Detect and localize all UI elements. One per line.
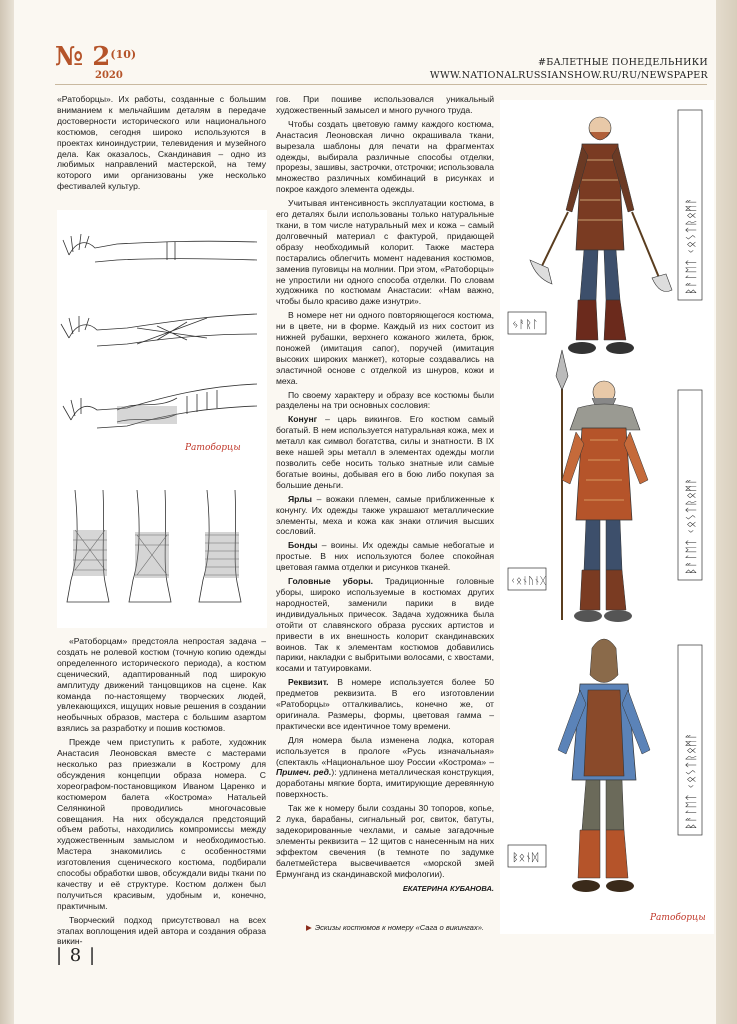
page-number: | 8 | (56, 945, 97, 966)
term-konung: Конунг (288, 414, 318, 425)
page-gutter-shadow (0, 0, 14, 1024)
paragraph: Прежде чем приступить к работе, художник Анастасия Леоновская вместе с мастерами несколько раз приезжали в Кострому для обсуждения концепции образа номера. С хореографом-постановщиком Иваном Царенко и костюмером балета «Кострома» Натальей Селянкиной проводились многочасовые совещания. На них обсуждался предстоящий объем работы, находились компромиссы между художественным замыслом и необходимостью. Мастера знакомились с особенностями изготовления сценического костюма, подбирали способы обработки швов, обсуждали виды ткани по качеству и её структуре. Костюм должен был получиться красивым, удобным и, конечно, практичным. (57, 737, 266, 911)
paragraph: Творческий подход присутствовал на всех этапах воплощения идей автора и создания образа викин- (57, 914, 266, 947)
rune-label-bond: ᛒᛟᚾᛞ (512, 851, 539, 864)
paragraph-props (276, 677, 494, 732)
issue-number (55, 42, 137, 81)
artist-signature: Ратоборцы (185, 443, 241, 453)
konung-figure (556, 350, 648, 622)
paragraph: Так же к номеру были созданы 30 топоров, копье, 2 лука, барабаны, сигнальный рог, свиток, батуты, задекорированные чехлами, и самые загадочные элементы реквизита – 12 щитов с нанесенным на них эффектом свечения (в темноте по задумке балетмейстера высвечивается «морской змей Ёрмунганд из скандинавской мифологии). (276, 803, 494, 879)
paragraph: «Ратоборцы». Их работы, созданные с большим вниманием к мельчайшим деталям в передаче достоверности исторического или национального костюмов, сегодня широко используются в проектах киноиндустрии, телевидения и музейного дела. Как оказалось, Скандинавия – одно из любимых направлений мастерской, на тему которого ими организованы уже несколько фестивалей культур. (57, 94, 266, 192)
rune-label-jarl: ᛃᚨᚱᛚ (512, 318, 539, 331)
term-headwear: Головные уборы. (288, 576, 374, 587)
paragraph-headwear (276, 576, 494, 674)
text-boat-b: ): удлинена металлическая конструкция, доработаны мягкие борта, имитирующие деревянную поверхность. (276, 767, 494, 800)
sleeve-and-leg-sketches (57, 210, 267, 628)
site-url: WWW.NATIONALRUSSIANSHOW.RU/RU/NEWSPAPER (429, 70, 708, 81)
caption-text: Эскизы костюмов к номеру «Сага о викингах». (314, 923, 485, 932)
issue-no: № 2 (55, 42, 111, 72)
paragraph: гов. При пошиве использовался уникальный художественный замысел и много ручного труда. (276, 94, 494, 115)
paragraph: В номере нет ни одного повторяющегося костюма, ни в цвете, ни в форме. Каждый из них состоит из нижней рубашки, верхнего кожаного жилета, брюк, поножей (имитация сапог), поручей (имитация высоких широких манжет), которые создавались на эластичной основе с отделкой из шнуров, кожи и меха. (276, 310, 494, 386)
article-column-2 (276, 94, 494, 883)
page-header-right (430, 56, 708, 82)
paragraph: По своему характеру и образу все костюмы были разделены на три основных сословия: (276, 389, 494, 411)
text-jarls: – вожаки племен, самые приближенные к конунгу. Их одежды также украшают металлические элементы, меха и кожа как знаки отличия высших сословий. (276, 493, 494, 537)
costume-sketches-panel (500, 100, 714, 934)
text-props: В номере используется более 50 предметов реквизита. В его изготовлении «Ратоборцы» отталкивались, конечно же, от оригинала. Размеры, формы, цветовая гамма – практически все идентичное тому времени. (276, 677, 494, 731)
author-byline: ЕКАТЕРИНА КУБАНОВА. (402, 884, 494, 893)
page-edge (716, 0, 737, 1024)
issue-sub: (10) (110, 48, 137, 61)
term-jarls: Ярлы (288, 493, 313, 504)
term-bonds: Бонды (288, 540, 318, 551)
paragraph-konung (276, 414, 494, 490)
text-bonds: – воины. Их одежды самые небогатые и простые. В них используются более спокойная цветовая гамма отделки и рисунков тканей. (276, 540, 494, 573)
sketch-drawing (57, 210, 267, 628)
header-divider (55, 84, 707, 85)
editor-note: Примеч. ред. (276, 767, 332, 778)
paragraph-bonds (276, 540, 494, 573)
text-headwear: Традиционные головные уборы, широко используемые в костюмах других народностей, заменили парики в виде индивидуальных причесок. Задача художника была отойти от славянского образа русских артистов и привести в их внешность колорит скандинавских воинов. Так к элементам костюмов добавились парики, накладки с выбритыми волосами, с хвостами, косами и татуировками. (276, 576, 494, 674)
term-props: Реквизит. (288, 677, 329, 688)
paragraph: «Ратоборцам» предстояла непростая задача – создать не ролевой костюм (точную копию одежды определенного исторического периода), а костюм сценический, адаптированный под широкую амплитуду движений танцовщиков на сцене. Как команда по-настоящему творческих людей, увлекающихся, ищущих новые решения в создании необычных образов, мастера с большим азартом взялись за разработку и пошив костюмов. (57, 636, 266, 734)
costume-figures (500, 100, 714, 934)
paragraph: Чтобы создать цветовую гамму каждого костюма, Анастасия Леоновская лично окрашивала ткани, вырезала шаблоны для печати на фрагментах одежды, выбирала различные способы отделки, прорезы, зашивы, застрочки, отстрочки; использовала множество различных комбинаций в рисунках и покрое каждого элемента одежды. (276, 118, 494, 195)
caption-marker-icon: ▶ (306, 923, 312, 932)
article-column-1-top (57, 94, 266, 195)
rune-side-2: ᛒᚨᛚᛖᛏ ᚲᛟᛊᛏᚱᛟᛗᚨ (684, 477, 698, 575)
rune-label-konung: ᚲᛟᚾᚢᚾᚷ (510, 576, 546, 587)
figure-caption (306, 923, 506, 932)
text-boat-a: Для номера была изменена лодка, которая используется в прологе «Русь изначальная» (спектакль «Национальное шоу России «Кострома» – (276, 734, 494, 767)
paragraph-boat (276, 735, 494, 800)
bond-figure (558, 639, 650, 892)
rune-side-3: ᛒᚨᛚᛖᛏ ᚲᛟᛊᛏᚱᛟᛗᚨ (684, 732, 698, 830)
jarl-figure (530, 117, 672, 354)
rune-side-1: ᛒᚨᛚᛖᛏ ᚲᛟᛊᛏᚱᛟᛗᚨ (684, 197, 698, 295)
artist-signature-figures: Ратоборцы (650, 913, 706, 923)
issue-year: 2020 (95, 70, 123, 81)
paragraph-jarls (276, 494, 494, 538)
section-tag: #БАЛЕТНЫЕ ПОНЕДЕЛЬНИКИ (537, 57, 708, 68)
article-column-1-bottom (57, 636, 266, 950)
text-konung: – царь викингов. Его костюм самый богатый. В нем используется натуральная кожа, мех и металл как символ богатства, силы и знатности. В IX веке нашей эры металл в элементах одежды могли позволить себе носить только знатные или самые богатые воины, добывая его в бою либо покупая за большие деньги. (276, 414, 494, 490)
paragraph: Учитывая интенсивность эксплуатации костюма, в его деталях были использованы только натуральные ткани, в том числе натуральный мех и кожа – самый долговечный материал с фактурой, придающей образу необходимый колорит. Также мастера постарались облегчить момент надевания костюмов, заменив пуговицы на молнии. При этом, «Ратоборцы» не упростили ни одного способа отделки. По словам художника по костюмам Анастасии: «Нам важно, чтобы было красиво даже изнутри». (276, 198, 494, 307)
